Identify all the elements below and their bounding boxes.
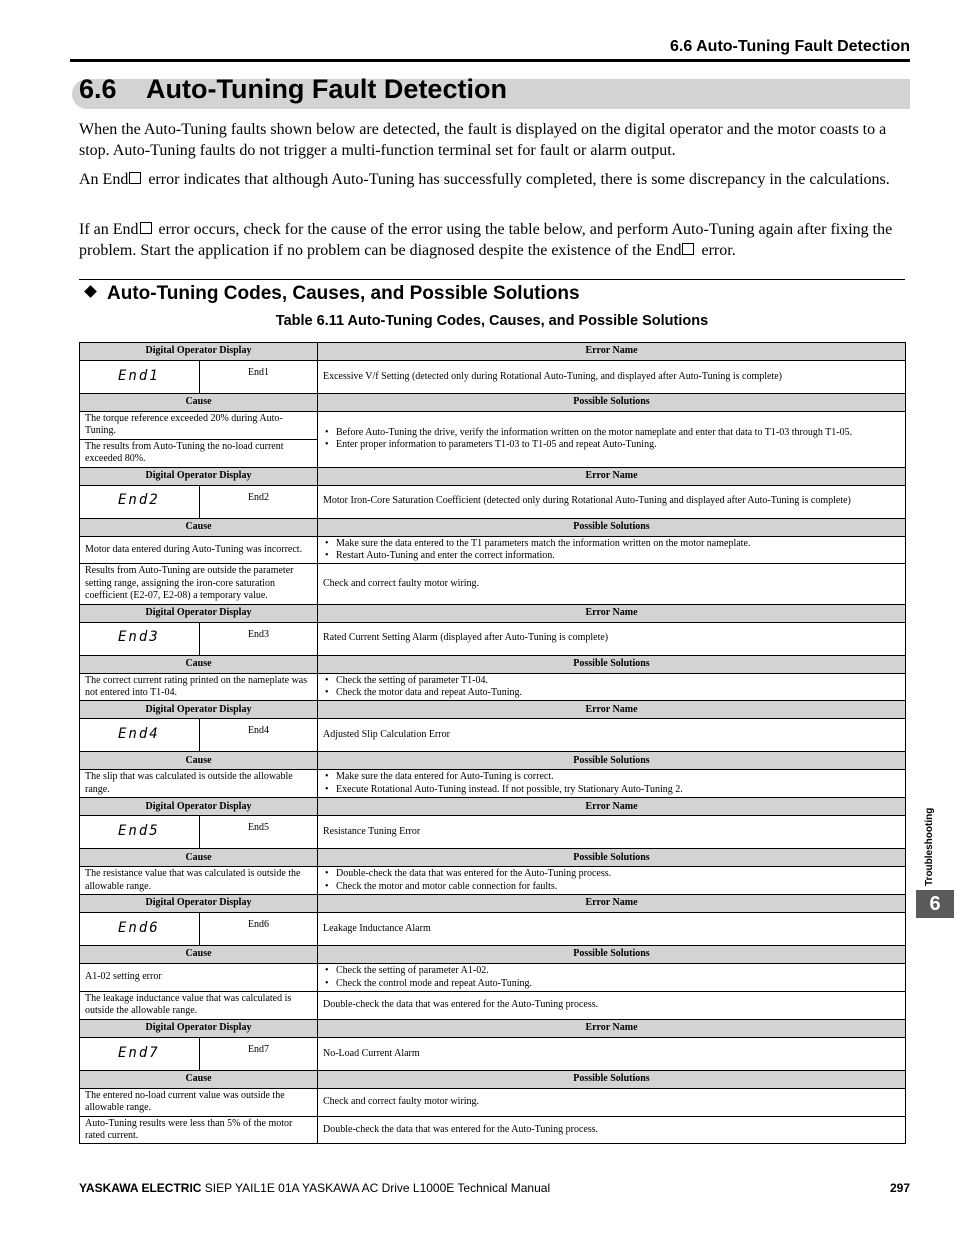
error-code: End5 bbox=[200, 816, 318, 849]
solution-cell: Check and correct faulty motor wiring. bbox=[318, 564, 906, 604]
section-title-text: Auto-Tuning Fault Detection bbox=[146, 74, 507, 104]
footer-doc: SIEP YAIL1E 01A YASKAWA AC Drive L1000E Technical Manual bbox=[201, 1181, 551, 1195]
cause-cell: The entered no-load current value was outside the allowable range. bbox=[80, 1088, 318, 1116]
placeholder-box-icon bbox=[682, 243, 694, 255]
error-name: Adjusted Slip Calculation Error bbox=[318, 719, 906, 752]
cause-row bbox=[80, 412, 906, 440]
error-name: Resistance Tuning Error bbox=[318, 816, 906, 849]
cause-cell: The resistance value that was calculated is outside the allowable range. bbox=[80, 867, 318, 895]
footer-brand: YASKAWA ELECTRIC bbox=[79, 1181, 202, 1195]
segment-display: End1 bbox=[80, 361, 200, 394]
error-row-end6 bbox=[80, 913, 906, 946]
table-subheader-row: Cause Possible Solutions bbox=[80, 849, 906, 867]
paragraph-end-error: An End error indicates that although Auto-Tuning has successfully completed, there is some discrepancy in the calculations. bbox=[79, 171, 890, 188]
table-subheader-row: Cause Possible Solutions bbox=[80, 518, 906, 536]
table-subheader-row: Cause Possible Solutions bbox=[80, 394, 906, 412]
error-code: End6 bbox=[200, 913, 318, 946]
table-caption: Table 6.11 Auto-Tuning Codes, Causes, and Possible Solutions bbox=[275, 313, 709, 329]
table-subheader-row: Cause Possible Solutions bbox=[80, 946, 906, 964]
cause-cell: Auto-Tuning results were less than 5% of the motor rated current. bbox=[80, 1116, 318, 1144]
table-subheader-row: Cause Possible Solutions bbox=[80, 752, 906, 770]
cause-row bbox=[80, 964, 906, 992]
error-code: End7 bbox=[200, 1037, 318, 1070]
segment-display: End4 bbox=[80, 719, 200, 752]
solution-cell: Double-check the data that was entered for the Auto-Tuning process. bbox=[318, 1116, 906, 1144]
cause-row bbox=[80, 564, 906, 604]
cause-row bbox=[80, 1088, 906, 1116]
paragraph-end-occurs: If an End error occurs, check for the cause of the error using the table below, and perform Auto-Tuning again after fixing the problem. Start the application if no problem can be diagnosed despite the existence of the End error. bbox=[79, 221, 893, 259]
footer-text bbox=[79, 1181, 550, 1195]
chapter-tab-label: Troubleshooting bbox=[924, 807, 935, 886]
section-number: 6.6 bbox=[79, 74, 117, 104]
section-title bbox=[79, 74, 507, 105]
diamond-bullet-icon bbox=[84, 285, 97, 298]
table-header-row: Digital Operator Display Error Name bbox=[80, 895, 906, 913]
cause-row bbox=[80, 673, 906, 701]
cause-row bbox=[80, 536, 906, 564]
subsection-heading: Auto-Tuning Codes, Causes, and Possible Solutions bbox=[82, 283, 580, 305]
error-row-end1 bbox=[80, 361, 906, 394]
solution-cell: Check and correct faulty motor wiring. bbox=[318, 1088, 906, 1116]
error-row-end3 bbox=[80, 622, 906, 655]
fault-table bbox=[79, 342, 906, 1144]
table-header-row: Digital Operator Display Error Name bbox=[80, 798, 906, 816]
cause-row bbox=[80, 991, 906, 1019]
segment-display: End5 bbox=[80, 816, 200, 849]
error-code: End3 bbox=[200, 622, 318, 655]
error-row-end7 bbox=[80, 1037, 906, 1070]
error-code: End4 bbox=[200, 719, 318, 752]
cause-row bbox=[80, 1116, 906, 1144]
error-code: End2 bbox=[200, 485, 318, 518]
subsection-rule bbox=[79, 279, 905, 280]
cause-cell: Motor data entered during Auto-Tuning was incorrect. bbox=[80, 536, 318, 564]
solution-cell: • Check the setting of parameter T1-04. • Check the motor data and repeat Auto-Tuning. bbox=[318, 673, 906, 701]
segment-display: End6 bbox=[80, 913, 200, 946]
solution-cell: • Before Auto-Tuning the drive, verify the information written on the motor nameplate and enter that data to T1-03 through T1-05. • Enter proper information to parameters T1-03 to T1-05 and repeat Auto-Tuning. bbox=[318, 412, 906, 468]
solution-cell: Double-check the data that was entered for the Auto-Tuning process. bbox=[318, 991, 906, 1019]
segment-display: End2 bbox=[80, 485, 200, 518]
table-header-row: Digital Operator Display Error Name bbox=[80, 467, 906, 485]
cause-cell: Results from Auto-Tuning are outside the parameter setting range, assigning the iron-core saturation coefficient (E2-07, E2-08) a temporary value. bbox=[80, 564, 318, 604]
cause-row bbox=[80, 867, 906, 895]
solution-cell: • Check the setting of parameter A1-02. • Check the control mode and repeat Auto-Tuning. bbox=[318, 964, 906, 992]
header-rule bbox=[70, 59, 910, 62]
error-name: Rated Current Setting Alarm (displayed after Auto-Tuning is complete) bbox=[318, 622, 906, 655]
solution-cell: • Make sure the data entered to the T1 parameters match the information written on the motor nameplate. • Restart Auto-Tuning and enter the correct information. bbox=[318, 536, 906, 564]
error-row-end5 bbox=[80, 816, 906, 849]
table-subheader-row: Cause Possible Solutions bbox=[80, 1070, 906, 1088]
segment-display: End3 bbox=[80, 622, 200, 655]
segment-display: End7 bbox=[80, 1037, 200, 1070]
page-number: 297 bbox=[889, 1181, 910, 1195]
cause-cell: A1-02 setting error bbox=[80, 964, 318, 992]
placeholder-box-icon bbox=[140, 222, 152, 234]
running-header: 6.6 Auto-Tuning Fault Detection bbox=[670, 38, 910, 55]
chapter-side-tab bbox=[916, 790, 954, 918]
paragraph-intro: When the Auto-Tuning faults shown below are detected, the fault is displayed on the digital operator and the motor coasts to a stop. Auto-Tuning faults do not trigger a multi-function terminal set for fault or alarm output. bbox=[79, 121, 887, 159]
table-header-row: Digital Operator Display Error Name bbox=[80, 701, 906, 719]
error-row-end4 bbox=[80, 719, 906, 752]
table-header-row: Digital Operator Display Error Name bbox=[80, 604, 906, 622]
error-row-end2 bbox=[80, 485, 906, 518]
cause-cell: The slip that was calculated is outside the allowable range. bbox=[80, 770, 318, 798]
cause-cell: The correct current rating printed on the nameplate was not entered into T1-04. bbox=[80, 673, 318, 701]
cause-cell: The leakage inductance value that was calculated is outside the allowable range. bbox=[80, 991, 318, 1019]
cause-row bbox=[80, 770, 906, 798]
cause-cell: The results from Auto-Tuning the no-load current exceeded 80%. bbox=[80, 439, 318, 467]
error-name: Leakage Inductance Alarm bbox=[318, 913, 906, 946]
cause-cell: The torque reference exceeded 20% during Auto-Tuning. bbox=[80, 412, 318, 440]
table-subheader-row: Cause Possible Solutions bbox=[80, 655, 906, 673]
table-header-row: Digital Operator Display Error Name bbox=[80, 343, 906, 361]
error-code: End1 bbox=[200, 361, 318, 394]
chapter-number: 6 bbox=[916, 890, 954, 918]
table-header-row: Digital Operator Display Error Name bbox=[80, 1019, 906, 1037]
solution-cell: • Make sure the data entered for Auto-Tuning is correct. • Execute Rotational Auto-Tuning instead. If not possible, try Stationary Auto-Tuning 2. bbox=[318, 770, 906, 798]
error-name: Excessive V/f Setting (detected only during Rotational Auto-Tuning, and displayed after Auto-Tuning is complete) bbox=[318, 361, 906, 394]
error-name: Motor Iron-Core Saturation Coefficient (detected only during Rotational Auto-Tuning and displayed after Auto-Tuning is complete) bbox=[318, 485, 906, 518]
placeholder-box-icon bbox=[129, 172, 141, 184]
error-name: No-Load Current Alarm bbox=[318, 1037, 906, 1070]
solution-cell: • Double-check the data that was entered for the Auto-Tuning process. • Check the motor and motor cable connection for faults. bbox=[318, 867, 906, 895]
